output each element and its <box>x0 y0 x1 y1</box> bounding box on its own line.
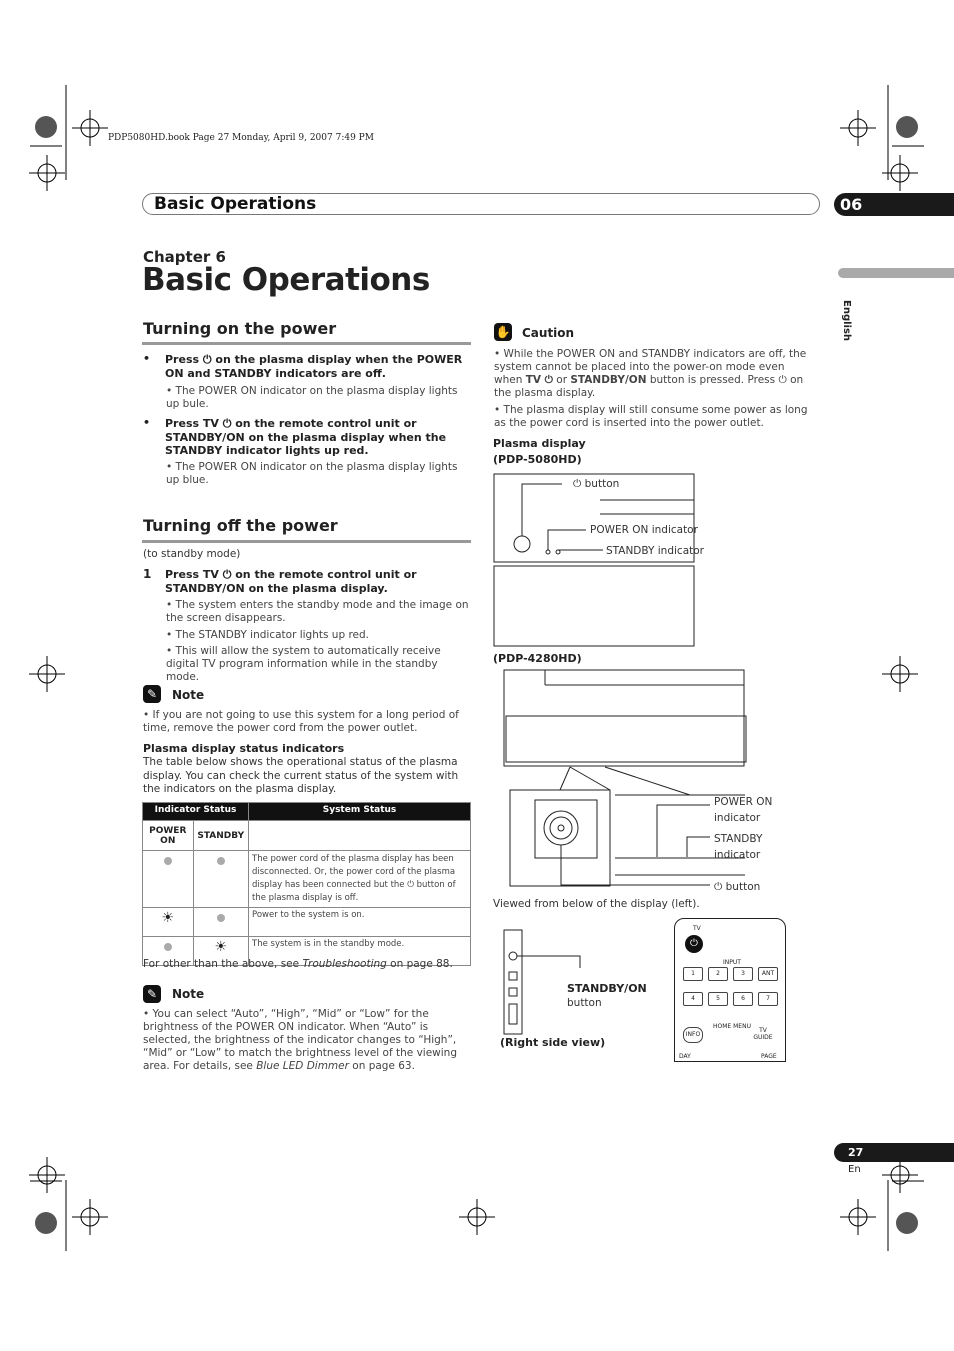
model-5080: (PDP-5080HD) <box>493 453 582 466</box>
col-system: System Status <box>249 803 471 821</box>
sub-on-1: • The POWER ON indicator on the plasma display lights up bule. <box>166 385 458 410</box>
key-2[interactable]: 2 <box>708 967 728 981</box>
caution-1: • While the POWER ON and STANDBY indicators are off, the system cannot be placed into the power-on mode even when TV ⏻ or STANDBY/ON button is pressed. Press ⏻ on the plasma display. <box>494 348 807 399</box>
underside-diagram <box>505 765 805 895</box>
table-row: ☀ Power to the system is on. <box>143 908 471 937</box>
note-2-text: • You can select “Auto”, “High”, “Mid” or “Low” for the brightness of the POWER ON indicator. When “Auto” is selected, the brightness of the indicator changes to “High”, “Mid” or “Low” to match the brightness level of the viewing area. For details, see Blue LED Dimmer on page 63. <box>143 1008 457 1072</box>
file-info: PDP5080HD.book Page 27 Monday, April 9, 2007 7:49 PM <box>108 133 374 143</box>
note-label: Note <box>172 688 205 702</box>
key-6[interactable]: 6 <box>733 992 753 1006</box>
caution-2: • The plasma display will still consume some power as long as the power cord is inserted into the power outlet. <box>494 404 808 429</box>
note-icon: ✎ <box>143 985 161 1003</box>
button-label-2: ⏻ button <box>714 881 761 893</box>
tv-guide-button[interactable]: TV GUIDE <box>753 1027 773 1041</box>
power-on-indicator-label: POWER ON indicator <box>590 524 698 536</box>
display-diagram <box>490 470 750 770</box>
power-on-label-2: POWER ON indicator <box>714 796 773 824</box>
sub-off-1: • The system enters the standby mode and the image on the screen disappears. <box>166 599 469 624</box>
caution-icon: ✋ <box>495 325 511 339</box>
standby-label-2: STANDBY indicator <box>714 833 763 861</box>
chapter-number-tab: 06 <box>834 193 954 216</box>
status-intro: The table below shows the operational status of the plasma display. You can check the current status of the system with the indicators on the plasma display. <box>143 756 459 795</box>
status-table <box>142 802 471 966</box>
bullet-on-2: Press TV ⏻ on the remote control unit or STANDBY/ON on the plasma display when the STANDBY indicator lights up red. <box>165 417 447 457</box>
page-number: 27 <box>834 1143 954 1162</box>
table-row: The power cord of the plasma display has been disconnected. Or, the power cord of the plasma display has been connected but the ⏻ button of the plasma display is off. <box>143 851 471 908</box>
home-menu-button[interactable]: HOME MENU <box>713 1023 751 1030</box>
sub-off-2: • The STANDBY indicator lights up red. <box>166 629 370 641</box>
chapter-label: Chapter 6 <box>143 248 226 266</box>
standby-mode-text: (to standby mode) <box>143 548 241 560</box>
plasma-label: Plasma display <box>493 437 586 450</box>
key-1[interactable]: 1 <box>683 967 703 981</box>
language-label: English <box>841 300 852 342</box>
note-icon: ✎ <box>143 685 161 703</box>
info-button[interactable]: INFO <box>683 1027 703 1043</box>
section-heading-on: Turning on the power <box>143 319 337 338</box>
table-row: ☀ The system is in the standby mode. <box>143 937 471 966</box>
step-1: Press TV ⏻ on the remote control unit or STANDBY/ON on the plasma display. <box>165 568 417 595</box>
led-lit-icon: ☀ <box>143 908 194 937</box>
led-off-icon <box>164 943 172 951</box>
sub-off-3: • This will allow the system to automatically receive digital TV program information while in the standby mode. <box>166 645 441 683</box>
page-title: Basic Operations <box>142 262 430 298</box>
led-lit-icon: ☀ <box>193 937 248 966</box>
sub-on-2: • The POWER ON indicator on the plasma display lights up blue. <box>166 461 458 486</box>
model-4280: (PDP-4280HD) <box>493 652 582 665</box>
right-side-caption: (Right side view) <box>500 1036 606 1049</box>
note-1-text: • If you are not going to use this system for a long period of time, remove the power cord from the power outlet. <box>143 709 459 734</box>
bullet-on-1: Press ⏻ on the plasma display when the POWER ON and STANDBY indicators are off. <box>165 353 463 380</box>
remote-control: TV ⏻ INPUT 1 2 3 ANT 4 5 6 7 INFO HOME MENU TV GUIDE DAY PAGE <box>674 918 786 1062</box>
key-3[interactable]: 3 <box>733 967 753 981</box>
page-language: En <box>848 1164 861 1175</box>
troubleshooting-ref: For other than the above, see Troubleshooting on page 88. <box>143 958 453 970</box>
day-button[interactable]: DAY <box>679 1053 691 1060</box>
standby-on-label: STANDBY/ON <box>567 982 647 995</box>
note-label: Note <box>172 987 205 1001</box>
header-title: Basic Operations <box>154 194 317 214</box>
key-7[interactable]: 7 <box>758 992 778 1006</box>
step-number: 1 <box>143 567 152 581</box>
led-off-icon <box>217 914 225 922</box>
key-5[interactable]: 5 <box>708 992 728 1006</box>
col-indicator: Indicator Status <box>143 803 249 821</box>
caution-label: Caution <box>522 326 575 340</box>
standby-on-button-label: button <box>567 997 602 1009</box>
col-power-on: POWER ON <box>143 821 194 851</box>
section-rule <box>142 342 471 345</box>
page-button[interactable]: PAGE <box>761 1053 777 1060</box>
button-label: ⏻ button <box>573 478 620 490</box>
col-standby: STANDBY <box>193 821 248 851</box>
section-heading-off: Turning off the power <box>143 516 338 535</box>
status-heading: Plasma display status indicators <box>143 742 345 755</box>
language-tab <box>838 268 954 278</box>
tv-power-button[interactable]: ⏻ <box>685 935 703 953</box>
key-4[interactable]: 4 <box>683 992 703 1006</box>
viewed-caption: Viewed from below of the display (left). <box>493 898 700 910</box>
led-off-icon <box>164 857 172 865</box>
led-off-icon <box>217 857 225 865</box>
key-ant[interactable]: ANT <box>758 967 778 981</box>
standby-indicator-label: STANDBY indicator <box>606 545 704 557</box>
section-rule <box>142 540 471 543</box>
